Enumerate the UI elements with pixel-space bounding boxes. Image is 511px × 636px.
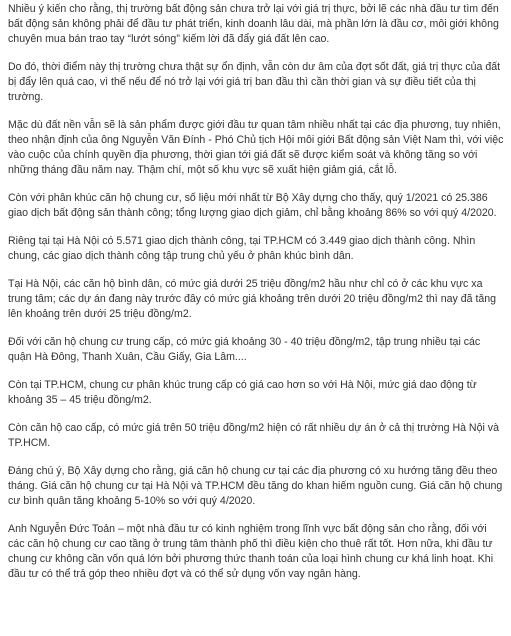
paragraph-9: Còn căn hộ cao cấp, có mức giá trên 50 triệu đồng/m2 hiện có rất nhiều dự án ở cả thị trường Hà Nội và TP.HCM. bbox=[8, 422, 499, 449]
paragraph-1: Nhiều ý kiến cho rằng, thị trường bất động sản chưa trở lại với giá trị thực, bởi lẽ các nhà đầu tư tìm đến bất động sản không phải để đầu tư phát triển, kinh doanh lâu dài, mà phần lớn là đầu cơ, môi giới không chuyên mua bán trao tay “lướt sóng” kiếm lời đã đẩy giá đất lên cao. bbox=[8, 3, 499, 45]
paragraph-7: Đối với căn hộ chung cư trung cấp, có mức giá khoảng 30 - 40 triệu đồng/m2, tập trung nhiều tại các quận Hà Đông, Thanh Xuân, Cầu Giấy, Gia Lâm.... bbox=[8, 336, 481, 363]
paragraph-6: Tại Hà Nội, các căn hộ bình dân, có mức giá dưới 25 triệu đồng/m2 hầu như chỉ có ở các khu vực xa trung tâm; các dự án đang này trước đây có mức giá khoảng trên dưới 20 triệu đồng/m2 thì nay đã tăng lên khoảng trên dưới 25 triệu đồng/m2. bbox=[8, 278, 497, 320]
paragraph-3: Mặc dù đất nền vẫn sẽ là sản phẩm được giới đầu tư quan tâm nhiều nhất tại các địa phương, tuy nhiên, theo nhận định của ông Nguyễn Văn Đính - Phó Chủ tịch Hội môi giới Bất động sản Việt Nam thì, với việc vào cuộc của chính quyền địa phương, thời gian tới giá đất sẽ được kiểm soát và không tăng so với những tháng đầu năm nay. Thậm chí, một số khu vực sẽ xuất hiện giảm giá, cắt lỗ. bbox=[8, 119, 504, 176]
paragraph-2: Do đó, thời điểm này thị trường chưa thật sự ổn định, vẫn còn dư âm của đợt sốt đất, giá trị thực của đất bị đẩy lên quá cao, vì thế nếu để nó trở lại với giá trị ban đầu thì cần thời gian và sự điều tiết của thị trường. bbox=[8, 61, 501, 103]
paragraph-4: Còn với phân khúc căn hộ chung cư, số liệu mới nhất từ Bộ Xây dựng cho thấy, quý 1/2021 có 25.386 giao dịch bất động sản thành công; tổng lượng giao dịch giảm, chỉ bằng khoảng 86% so với quý 4/2020. bbox=[8, 192, 497, 219]
paragraph-5: Riêng tại tại Hà Nội có 5.571 giao dịch thành công, tại TP.HCM có 3.449 giao dịch thành công. Nhìn chung, các giao dịch thành công tập trung chủ yếu ở phân khúc bình dân. bbox=[8, 235, 476, 262]
paragraph-10: Đáng chú ý, Bộ Xây dựng cho rằng, giá căn hộ chung cư tại các địa phương có xu hướng tăng đều theo tháng. Giá căn hộ chung cư tại Hà Nội và TP.HCM đều tăng do khan hiếm nguồn cung. Giá căn hộ chung cư bình quân tăng khoảng 5-10% so với quý 4/2020. bbox=[8, 465, 503, 507]
paragraph-8: Còn tại TP.HCM, chung cư phân khúc trung cấp có giá cao hơn so với Hà Nội, mức giá dao động từ khoảng 35 – 45 triệu đồng/m2. bbox=[8, 379, 477, 406]
paragraph-11: Anh Nguyễn Đức Toản – một nhà đầu tư có kinh nghiệm trong lĩnh vực bất động sản cho rằng, đối với các căn hộ chung cư cao tầng ở trung tâm thành phố thì điều kiện cho thuê rất tốt. Hơn nữa, khi đầu tư chung cư không cần vốn quá lớn bởi phương thức thanh toán của loại hình chung cư khá linh hoạt. Khi đầu tư có thể trả góp theo nhiều đợt và có thể sử dụng vốn vay ngân hàng. bbox=[8, 523, 494, 580]
